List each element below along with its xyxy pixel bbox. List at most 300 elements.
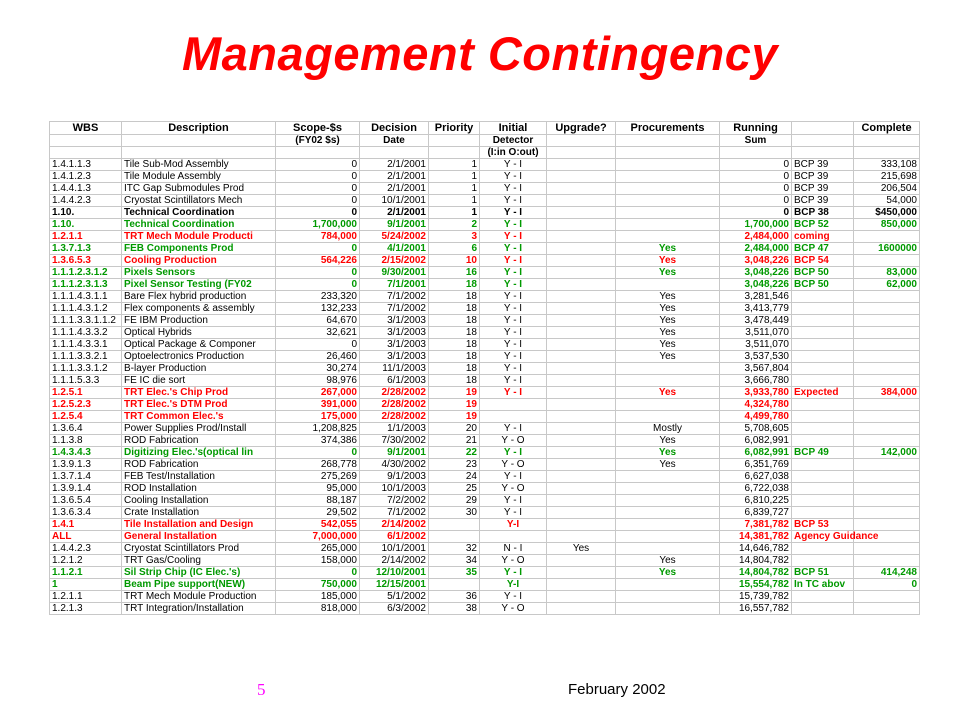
initial-cell: Y - I	[480, 255, 547, 267]
priority-cell: 1	[429, 183, 480, 195]
table-row	[50, 579, 920, 591]
scope-cell: 1,208,825	[276, 423, 360, 435]
complete-cell: 384,000	[854, 387, 920, 399]
priority-cell: 1	[429, 159, 480, 171]
note-cell	[792, 435, 854, 447]
priority-cell: 35	[429, 567, 480, 579]
note-cell: BCP 52	[792, 219, 854, 231]
wbs-cell: 1	[50, 579, 122, 591]
description-cell: TRT Elec.'s DTM Prod	[122, 399, 276, 411]
complete-cell: 54,000	[854, 195, 920, 207]
note-cell	[792, 459, 854, 471]
procurements-cell: Yes	[616, 567, 720, 579]
complete-cell	[854, 291, 920, 303]
procurements-cell: Yes	[616, 555, 720, 567]
decision-date-cell: 2/15/2002	[360, 255, 429, 267]
running-sum-cell: 3,511,070	[720, 327, 792, 339]
upgrade-cell	[547, 327, 616, 339]
table-row	[50, 171, 920, 183]
running-sum-cell: 4,499,780	[720, 411, 792, 423]
complete-cell	[854, 459, 920, 471]
scope-cell: 750,000	[276, 579, 360, 591]
complete-cell: 142,000	[854, 447, 920, 459]
priority-cell: 18	[429, 327, 480, 339]
decision-date-cell: 7/1/2002	[360, 303, 429, 315]
initial-cell: Y - I	[480, 183, 547, 195]
scope-cell: 391,000	[276, 399, 360, 411]
running-sum-cell: 15,739,782	[720, 591, 792, 603]
table-row	[50, 207, 920, 219]
decision-date-cell: 2/1/2001	[360, 207, 429, 219]
description-cell: ITC Gap Submodules Prod	[122, 183, 276, 195]
decision-date-cell: 9/30/2001	[360, 267, 429, 279]
subheader-initial: Detector	[480, 135, 547, 147]
description-cell: FE IC die sort	[122, 375, 276, 387]
wbs-cell: 1.1.1.2.3.1.2	[50, 267, 122, 279]
complete-cell	[854, 423, 920, 435]
priority-cell	[429, 579, 480, 591]
table-row	[50, 447, 920, 459]
priority-cell: 6	[429, 243, 480, 255]
note-cell	[792, 591, 854, 603]
priority-cell: 18	[429, 363, 480, 375]
note-cell: coming	[792, 231, 854, 243]
note-cell: BCP 38	[792, 207, 854, 219]
procurements-cell	[616, 543, 720, 555]
upgrade-cell	[547, 399, 616, 411]
table-row	[50, 399, 920, 411]
decision-date-cell: 6/1/2003	[360, 375, 429, 387]
table-row	[50, 519, 920, 531]
priority-cell: 19	[429, 411, 480, 423]
priority-cell: 20	[429, 423, 480, 435]
description-cell: Optical Package & Componer	[122, 339, 276, 351]
scope-cell: 88,187	[276, 495, 360, 507]
description-cell: Cryostat Scintillators Mech	[122, 195, 276, 207]
procurements-cell: Yes	[616, 315, 720, 327]
wbs-cell: 1.2.5.1	[50, 387, 122, 399]
initial-cell: Y - I	[480, 471, 547, 483]
decision-date-cell: 4/30/2002	[360, 459, 429, 471]
decision-date-cell: 2/14/2002	[360, 555, 429, 567]
complete-cell	[854, 315, 920, 327]
decision-date-cell: 2/1/2001	[360, 183, 429, 195]
complete-cell: 215,698	[854, 171, 920, 183]
scope-cell: 0	[276, 567, 360, 579]
table-row	[50, 231, 920, 243]
description-cell: Cooling Production	[122, 255, 276, 267]
initial-cell: Y - I	[480, 303, 547, 315]
initial-cell: Y - I	[480, 231, 547, 243]
decision-date-cell: 9/1/2001	[360, 447, 429, 459]
initial-cell: N - I	[480, 543, 547, 555]
upgrade-cell	[547, 267, 616, 279]
running-sum-cell: 14,646,782	[720, 543, 792, 555]
note-cell	[792, 339, 854, 351]
initial-cell: Y - I	[480, 207, 547, 219]
table-row	[50, 351, 920, 363]
running-sum-cell: 16,557,782	[720, 603, 792, 615]
running-sum-cell: 3,281,546	[720, 291, 792, 303]
upgrade-cell	[547, 243, 616, 255]
initial-cell: Y - I	[480, 339, 547, 351]
wbs-cell: 1.10.	[50, 219, 122, 231]
scope-cell: 265,000	[276, 543, 360, 555]
slide-title: Management Contingency	[182, 27, 778, 80]
upgrade-cell	[547, 519, 616, 531]
wbs-cell: 1.2.1.3	[50, 603, 122, 615]
initial-cell: Y - I	[480, 315, 547, 327]
procurements-cell	[616, 603, 720, 615]
priority-cell: 18	[429, 375, 480, 387]
priority-cell: 3	[429, 231, 480, 243]
subheader-decision: Date	[360, 135, 429, 147]
note-cell	[792, 423, 854, 435]
wbs-cell: 1.3.7.1.3	[50, 243, 122, 255]
scope-cell: 30,274	[276, 363, 360, 375]
initial-cell	[480, 411, 547, 423]
procurements-cell	[616, 483, 720, 495]
procurements-cell: Yes	[616, 459, 720, 471]
table-row	[50, 423, 920, 435]
wbs-cell: 1.3.6.5.3	[50, 255, 122, 267]
procurements-cell: Yes	[616, 435, 720, 447]
priority-cell: 2	[429, 219, 480, 231]
procurements-cell	[616, 531, 720, 543]
wbs-cell: 1.3.9.1.3	[50, 459, 122, 471]
note-cell	[792, 543, 854, 555]
table-row	[50, 531, 920, 543]
upgrade-cell	[547, 219, 616, 231]
contingency-table	[49, 121, 920, 615]
wbs-cell: 1.2.5.2.3	[50, 399, 122, 411]
priority-cell: 18	[429, 303, 480, 315]
running-sum-cell: 6,722,038	[720, 483, 792, 495]
note-cell: Agency Guidance	[792, 531, 854, 543]
scope-cell: 175,000	[276, 411, 360, 423]
running-sum-cell: 3,666,780	[720, 375, 792, 387]
complete-cell: 1600000	[854, 243, 920, 255]
initial-cell: Y - I	[480, 495, 547, 507]
procurements-cell	[616, 219, 720, 231]
complete-cell: 62,000	[854, 279, 920, 291]
description-cell: FEB Components Prod	[122, 243, 276, 255]
initial-cell: Y - I	[480, 351, 547, 363]
priority-cell: 23	[429, 459, 480, 471]
decision-date-cell: 6/1/2002	[360, 531, 429, 543]
initial-cell: Y - I	[480, 291, 547, 303]
initial-cell: Y - I	[480, 267, 547, 279]
upgrade-cell	[547, 531, 616, 543]
complete-cell: 83,000	[854, 267, 920, 279]
scope-cell: 29,502	[276, 507, 360, 519]
procurements-cell: Yes	[616, 447, 720, 459]
running-sum-cell: 3,478,449	[720, 315, 792, 327]
procurements-cell	[616, 375, 720, 387]
table-row	[50, 411, 920, 423]
procurements-cell: Yes	[616, 243, 720, 255]
footer-date: February 2002	[568, 681, 666, 698]
scope-cell: 158,000	[276, 555, 360, 567]
initial-cell: Y - I	[480, 447, 547, 459]
scope-cell: 0	[276, 279, 360, 291]
decision-date-cell: 7/1/2002	[360, 291, 429, 303]
col-header-scope: Scope-$s	[276, 122, 360, 135]
priority-cell: 1	[429, 195, 480, 207]
scope-cell: 32,621	[276, 327, 360, 339]
priority-cell: 25	[429, 483, 480, 495]
initial-cell: Y - I	[480, 171, 547, 183]
procurements-cell: Yes	[616, 303, 720, 315]
decision-date-cell: 3/1/2003	[360, 327, 429, 339]
initial-cell: Y - I	[480, 387, 547, 399]
table-row	[50, 291, 920, 303]
running-sum-cell: 3,511,070	[720, 339, 792, 351]
scope-cell: 374,386	[276, 435, 360, 447]
decision-date-cell: 10/1/2003	[360, 483, 429, 495]
page-number: 5	[257, 680, 266, 699]
upgrade-cell	[547, 339, 616, 351]
description-cell: Pixels Sensors	[122, 267, 276, 279]
note-cell: BCP 54	[792, 255, 854, 267]
scope-cell: 784,000	[276, 231, 360, 243]
initial-cell: Y - I	[480, 375, 547, 387]
decision-date-cell: 2/28/2002	[360, 399, 429, 411]
priority-cell: 18	[429, 351, 480, 363]
description-cell: Crate Installation	[122, 507, 276, 519]
wbs-cell: 1.3.6.5.4	[50, 495, 122, 507]
decision-date-cell: 7/1/2001	[360, 279, 429, 291]
upgrade-cell	[547, 195, 616, 207]
initial-cell: Y - O	[480, 483, 547, 495]
col-header-priority: Priority	[429, 122, 480, 135]
upgrade-cell	[547, 207, 616, 219]
procurements-cell: Mostly	[616, 423, 720, 435]
scope-cell: 0	[276, 267, 360, 279]
complete-cell	[854, 603, 920, 615]
initial-cell: Y - I	[480, 363, 547, 375]
upgrade-cell	[547, 447, 616, 459]
description-cell: FE IBM Production	[122, 315, 276, 327]
initial-cell: Y - O	[480, 435, 547, 447]
upgrade-cell	[547, 303, 616, 315]
table-row	[50, 267, 920, 279]
table-row	[50, 567, 920, 579]
wbs-cell: 1.1.1.3.3.1.1.2	[50, 315, 122, 327]
priority-cell: 18	[429, 279, 480, 291]
procurements-cell	[616, 231, 720, 243]
procurements-cell	[616, 507, 720, 519]
note-cell	[792, 507, 854, 519]
scope-cell: 7,000,000	[276, 531, 360, 543]
initial-cell: Y - I	[480, 591, 547, 603]
description-cell: TRT Gas/Cooling	[122, 555, 276, 567]
scope-cell: 132,233	[276, 303, 360, 315]
complete-cell	[854, 399, 920, 411]
note-cell: BCP 39	[792, 195, 854, 207]
note-cell	[792, 375, 854, 387]
decision-date-cell: 3/1/2003	[360, 315, 429, 327]
upgrade-cell	[547, 411, 616, 423]
col-header-decision: Decision	[360, 122, 429, 135]
description-cell: General Installation	[122, 531, 276, 543]
note-cell: BCP 47	[792, 243, 854, 255]
subheader-initial-legend: (I:in O:out)	[480, 147, 547, 159]
initial-cell: Y - I	[480, 243, 547, 255]
note-cell: BCP 50	[792, 267, 854, 279]
table-row	[50, 327, 920, 339]
initial-cell: Y - I	[480, 195, 547, 207]
note-cell	[792, 399, 854, 411]
scope-cell: 542,055	[276, 519, 360, 531]
initial-cell: Y - I	[480, 219, 547, 231]
scope-cell: 0	[276, 243, 360, 255]
description-cell: Technical Coordination	[122, 219, 276, 231]
upgrade-cell	[547, 315, 616, 327]
upgrade-cell	[547, 507, 616, 519]
initial-cell: Y - O	[480, 555, 547, 567]
procurements-cell	[616, 183, 720, 195]
priority-cell: 21	[429, 435, 480, 447]
description-cell: Optical Hybrids	[122, 327, 276, 339]
upgrade-cell	[547, 387, 616, 399]
wbs-cell: 1.3.6.4	[50, 423, 122, 435]
scope-cell: 0	[276, 171, 360, 183]
running-sum-cell: 6,839,727	[720, 507, 792, 519]
decision-date-cell: 2/14/2002	[360, 519, 429, 531]
wbs-cell: 1.4.1	[50, 519, 122, 531]
description-cell: Cryostat Scintillators Prod	[122, 543, 276, 555]
wbs-cell: 1.1.3.8	[50, 435, 122, 447]
table-row	[50, 387, 920, 399]
decision-date-cell: 12/10/2001	[360, 567, 429, 579]
running-sum-cell: 6,810,225	[720, 495, 792, 507]
upgrade-cell	[547, 291, 616, 303]
procurements-cell	[616, 579, 720, 591]
note-cell: In TC abov	[792, 579, 854, 591]
running-sum-cell: 2,484,000	[720, 243, 792, 255]
procurements-cell: Yes	[616, 351, 720, 363]
initial-cell: Y - I	[480, 279, 547, 291]
complete-cell	[854, 411, 920, 423]
decision-date-cell: 11/1/2003	[360, 363, 429, 375]
upgrade-cell	[547, 423, 616, 435]
note-cell	[792, 555, 854, 567]
wbs-cell: 1.2.1.1	[50, 231, 122, 243]
scope-cell: 0	[276, 207, 360, 219]
table-row	[50, 435, 920, 447]
decision-date-cell: 7/2/2002	[360, 495, 429, 507]
description-cell: Bare Flex hybrid production	[122, 291, 276, 303]
initial-cell: Y - I	[480, 327, 547, 339]
initial-cell: Y - I	[480, 159, 547, 171]
complete-cell	[854, 483, 920, 495]
procurements-cell	[616, 471, 720, 483]
note-cell	[792, 363, 854, 375]
decision-date-cell: 3/1/2003	[360, 351, 429, 363]
running-sum-cell: 14,804,782	[720, 555, 792, 567]
running-sum-cell: 15,554,782	[720, 579, 792, 591]
note-cell: BCP 39	[792, 159, 854, 171]
running-sum-cell: 3,048,226	[720, 279, 792, 291]
decision-date-cell: 6/3/2002	[360, 603, 429, 615]
wbs-cell: 1.1.1.4.3.3.1	[50, 339, 122, 351]
decision-date-cell: 3/1/2003	[360, 339, 429, 351]
col-header-complete: Complete	[854, 122, 920, 135]
wbs-cell: 1.4.4.2.3	[50, 195, 122, 207]
upgrade-cell	[547, 579, 616, 591]
wbs-cell: 1.4.1.1.3	[50, 159, 122, 171]
upgrade-cell	[547, 471, 616, 483]
scope-cell: 275,269	[276, 471, 360, 483]
decision-date-cell: 2/28/2002	[360, 411, 429, 423]
complete-cell	[854, 507, 920, 519]
decision-date-cell: 7/1/2002	[360, 507, 429, 519]
priority-cell	[429, 531, 480, 543]
wbs-cell: 1.1.1.4.3.1.1	[50, 291, 122, 303]
upgrade-cell	[547, 171, 616, 183]
running-sum-cell: 3,048,226	[720, 267, 792, 279]
note-cell	[792, 291, 854, 303]
running-sum-cell: 6,351,769	[720, 459, 792, 471]
wbs-cell: 1.3.6.3.4	[50, 507, 122, 519]
running-sum-cell: 0	[720, 195, 792, 207]
table-row	[50, 555, 920, 567]
complete-cell	[854, 231, 920, 243]
complete-cell	[854, 471, 920, 483]
running-sum-cell: 3,537,530	[720, 351, 792, 363]
note-cell: BCP 50	[792, 279, 854, 291]
procurements-cell	[616, 279, 720, 291]
complete-cell: 0	[854, 579, 920, 591]
scope-cell: 185,000	[276, 591, 360, 603]
priority-cell: 10	[429, 255, 480, 267]
priority-cell: 19	[429, 399, 480, 411]
note-cell	[792, 315, 854, 327]
running-sum-cell: 0	[720, 171, 792, 183]
table-row	[50, 183, 920, 195]
wbs-cell: 1.2.5.4	[50, 411, 122, 423]
complete-cell	[854, 375, 920, 387]
complete-cell	[854, 339, 920, 351]
procurements-cell: Yes	[616, 267, 720, 279]
priority-cell: 16	[429, 267, 480, 279]
initial-cell: Y - O	[480, 603, 547, 615]
procurements-cell: Yes	[616, 387, 720, 399]
decision-date-cell: 7/30/2002	[360, 435, 429, 447]
upgrade-cell	[547, 603, 616, 615]
scope-cell: 1,700,000	[276, 219, 360, 231]
complete-cell: 206,504	[854, 183, 920, 195]
table-row	[50, 303, 920, 315]
priority-cell: 29	[429, 495, 480, 507]
description-cell: Tile Sub-Mod Assembly	[122, 159, 276, 171]
decision-date-cell: 2/1/2001	[360, 159, 429, 171]
wbs-cell: 1.10.	[50, 207, 122, 219]
col-header-running: Running	[720, 122, 792, 135]
procurements-cell	[616, 207, 720, 219]
table-row	[50, 459, 920, 471]
table-row	[50, 543, 920, 555]
description-cell: ROD Fabrication	[122, 435, 276, 447]
col-header-upgrade: Upgrade?	[547, 122, 616, 135]
scope-cell: 26,460	[276, 351, 360, 363]
running-sum-cell: 0	[720, 207, 792, 219]
wbs-cell: 1.3.9.1.4	[50, 483, 122, 495]
upgrade-cell	[547, 255, 616, 267]
upgrade-cell	[547, 279, 616, 291]
description-cell: TRT Common Elec.'s	[122, 411, 276, 423]
